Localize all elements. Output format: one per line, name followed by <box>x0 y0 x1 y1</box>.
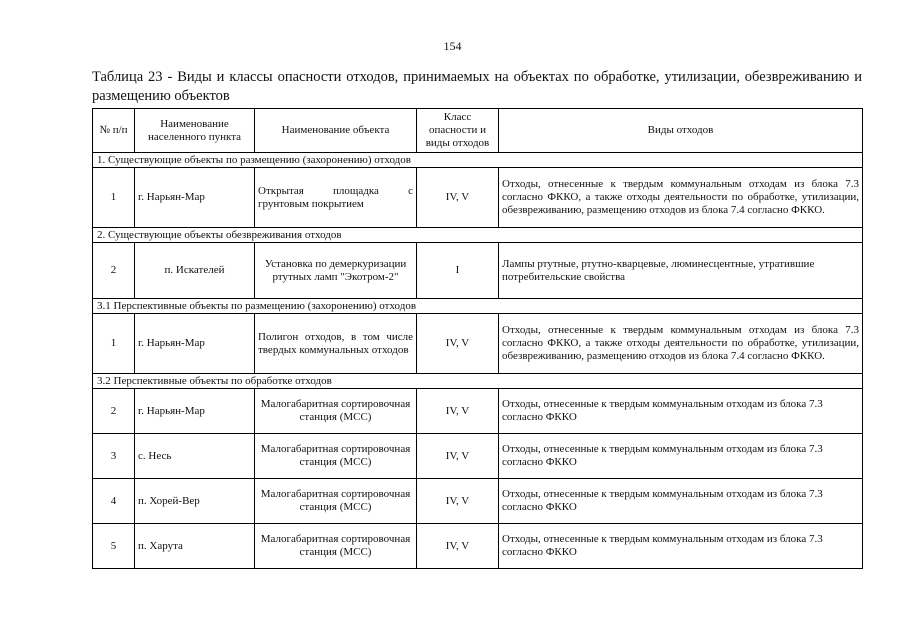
cell-class: IV, V <box>417 389 499 434</box>
cell-object: Малогабаритная сортировочная станция (МСС) <box>255 524 417 569</box>
cell-object: Открытая площадка с грунтовым покрытием <box>255 168 417 228</box>
cell-object: Малогабаритная сортировочная станция (МСС) <box>255 389 417 434</box>
cell-waste: Отходы, отнесенные к твердым коммунальным отходам из блока 7.3 согласно ФККО, а также отходы деятельности по обработке, утилизации, обезвреживанию, размещению отходов из блока 7.4 согласно ФККО. <box>499 314 863 374</box>
cell-object: Малогабаритная сортировочная станция (МСС) <box>255 434 417 479</box>
cell-class: IV, V <box>417 479 499 524</box>
section-row <box>93 153 863 168</box>
cell-waste: Отходы, отнесенные к твердым коммунальным отходам из блока 7.3 согласно ФККО <box>499 389 863 434</box>
section-row <box>93 299 863 314</box>
cell-object: Полигон отходов, в том числе твердых коммунальных отходов <box>255 314 417 374</box>
waste-objects-table <box>92 108 863 569</box>
cell-object: Установка по демеркуризации ртутных ламп "Экотром-2" <box>255 243 417 299</box>
cell-settlement: п. Харута <box>135 524 255 569</box>
section-title: 3.2 Перспективные объекты по обработке отходов <box>93 374 863 389</box>
section-row <box>93 228 863 243</box>
cell-settlement: г. Нарьян-Мар <box>135 168 255 228</box>
cell-settlement: г. Нарьян-Мар <box>135 314 255 374</box>
cell-object: Малогабаритная сортировочная станция (МСС) <box>255 479 417 524</box>
cell-waste: Лампы ртутные, ртутно-кварцевые, люминесцентные, утратившие потребительские свойства <box>499 243 863 299</box>
section-title: 3.1 Перспективные объекты по размещению (захоронению) отходов <box>93 299 863 314</box>
section-title: 1. Существующие объекты по размещению (захоронению) отходов <box>93 153 863 168</box>
table-row <box>93 168 863 228</box>
header-waste: Виды отходов <box>499 109 863 153</box>
section-row <box>93 374 863 389</box>
cell-waste: Отходы, отнесенные к твердым коммунальным отходам из блока 7.3 согласно ФККО <box>499 479 863 524</box>
table-row <box>93 434 863 479</box>
cell-num: 1 <box>93 168 135 228</box>
cell-class: IV, V <box>417 314 499 374</box>
cell-settlement: п. Искателей <box>135 243 255 299</box>
table-caption: Таблица 23 - Виды и классы опасности отходов, принимаемых на объектах по обработке, утилизации, обезвреживанию и размещению объектов <box>92 69 862 104</box>
table-row <box>93 389 863 434</box>
cell-num: 4 <box>93 479 135 524</box>
cell-waste: Отходы, отнесенные к твердым коммунальным отходам из блока 7.3 согласно ФККО, а также отходы деятельности по обработке, утилизации, обезвреживанию, размещению отходов из блока 7.4 согласно ФККО. <box>499 168 863 228</box>
cell-waste: Отходы, отнесенные к твердым коммунальным отходам из блока 7.3 согласно ФККО <box>499 524 863 569</box>
cell-settlement: с. Несь <box>135 434 255 479</box>
header-class: Класс опасности и виды отходов <box>417 109 499 153</box>
cell-settlement: г. Нарьян-Мар <box>135 389 255 434</box>
header-settlement: Наименование населенного пункта <box>135 109 255 153</box>
cell-num: 1 <box>93 314 135 374</box>
section-title: 2. Существующие объекты обезвреживания отходов <box>93 228 863 243</box>
page-number: 154 <box>443 39 462 53</box>
header-num: № п/п <box>93 109 135 153</box>
table-row <box>93 314 863 374</box>
cell-num: 3 <box>93 434 135 479</box>
header-object: Наименование объекта <box>255 109 417 153</box>
cell-class: I <box>417 243 499 299</box>
cell-settlement: п. Хорей-Вер <box>135 479 255 524</box>
cell-class: IV, V <box>417 434 499 479</box>
table-row <box>93 524 863 569</box>
cell-class: IV, V <box>417 524 499 569</box>
table-header-row <box>93 109 863 153</box>
cell-waste: Отходы, отнесенные к твердым коммунальным отходам из блока 7.3 согласно ФККО <box>499 434 863 479</box>
table-row <box>93 243 863 299</box>
cell-num: 2 <box>93 389 135 434</box>
cell-num: 2 <box>93 243 135 299</box>
cell-class: IV, V <box>417 168 499 228</box>
table-row <box>93 479 863 524</box>
cell-num: 5 <box>93 524 135 569</box>
